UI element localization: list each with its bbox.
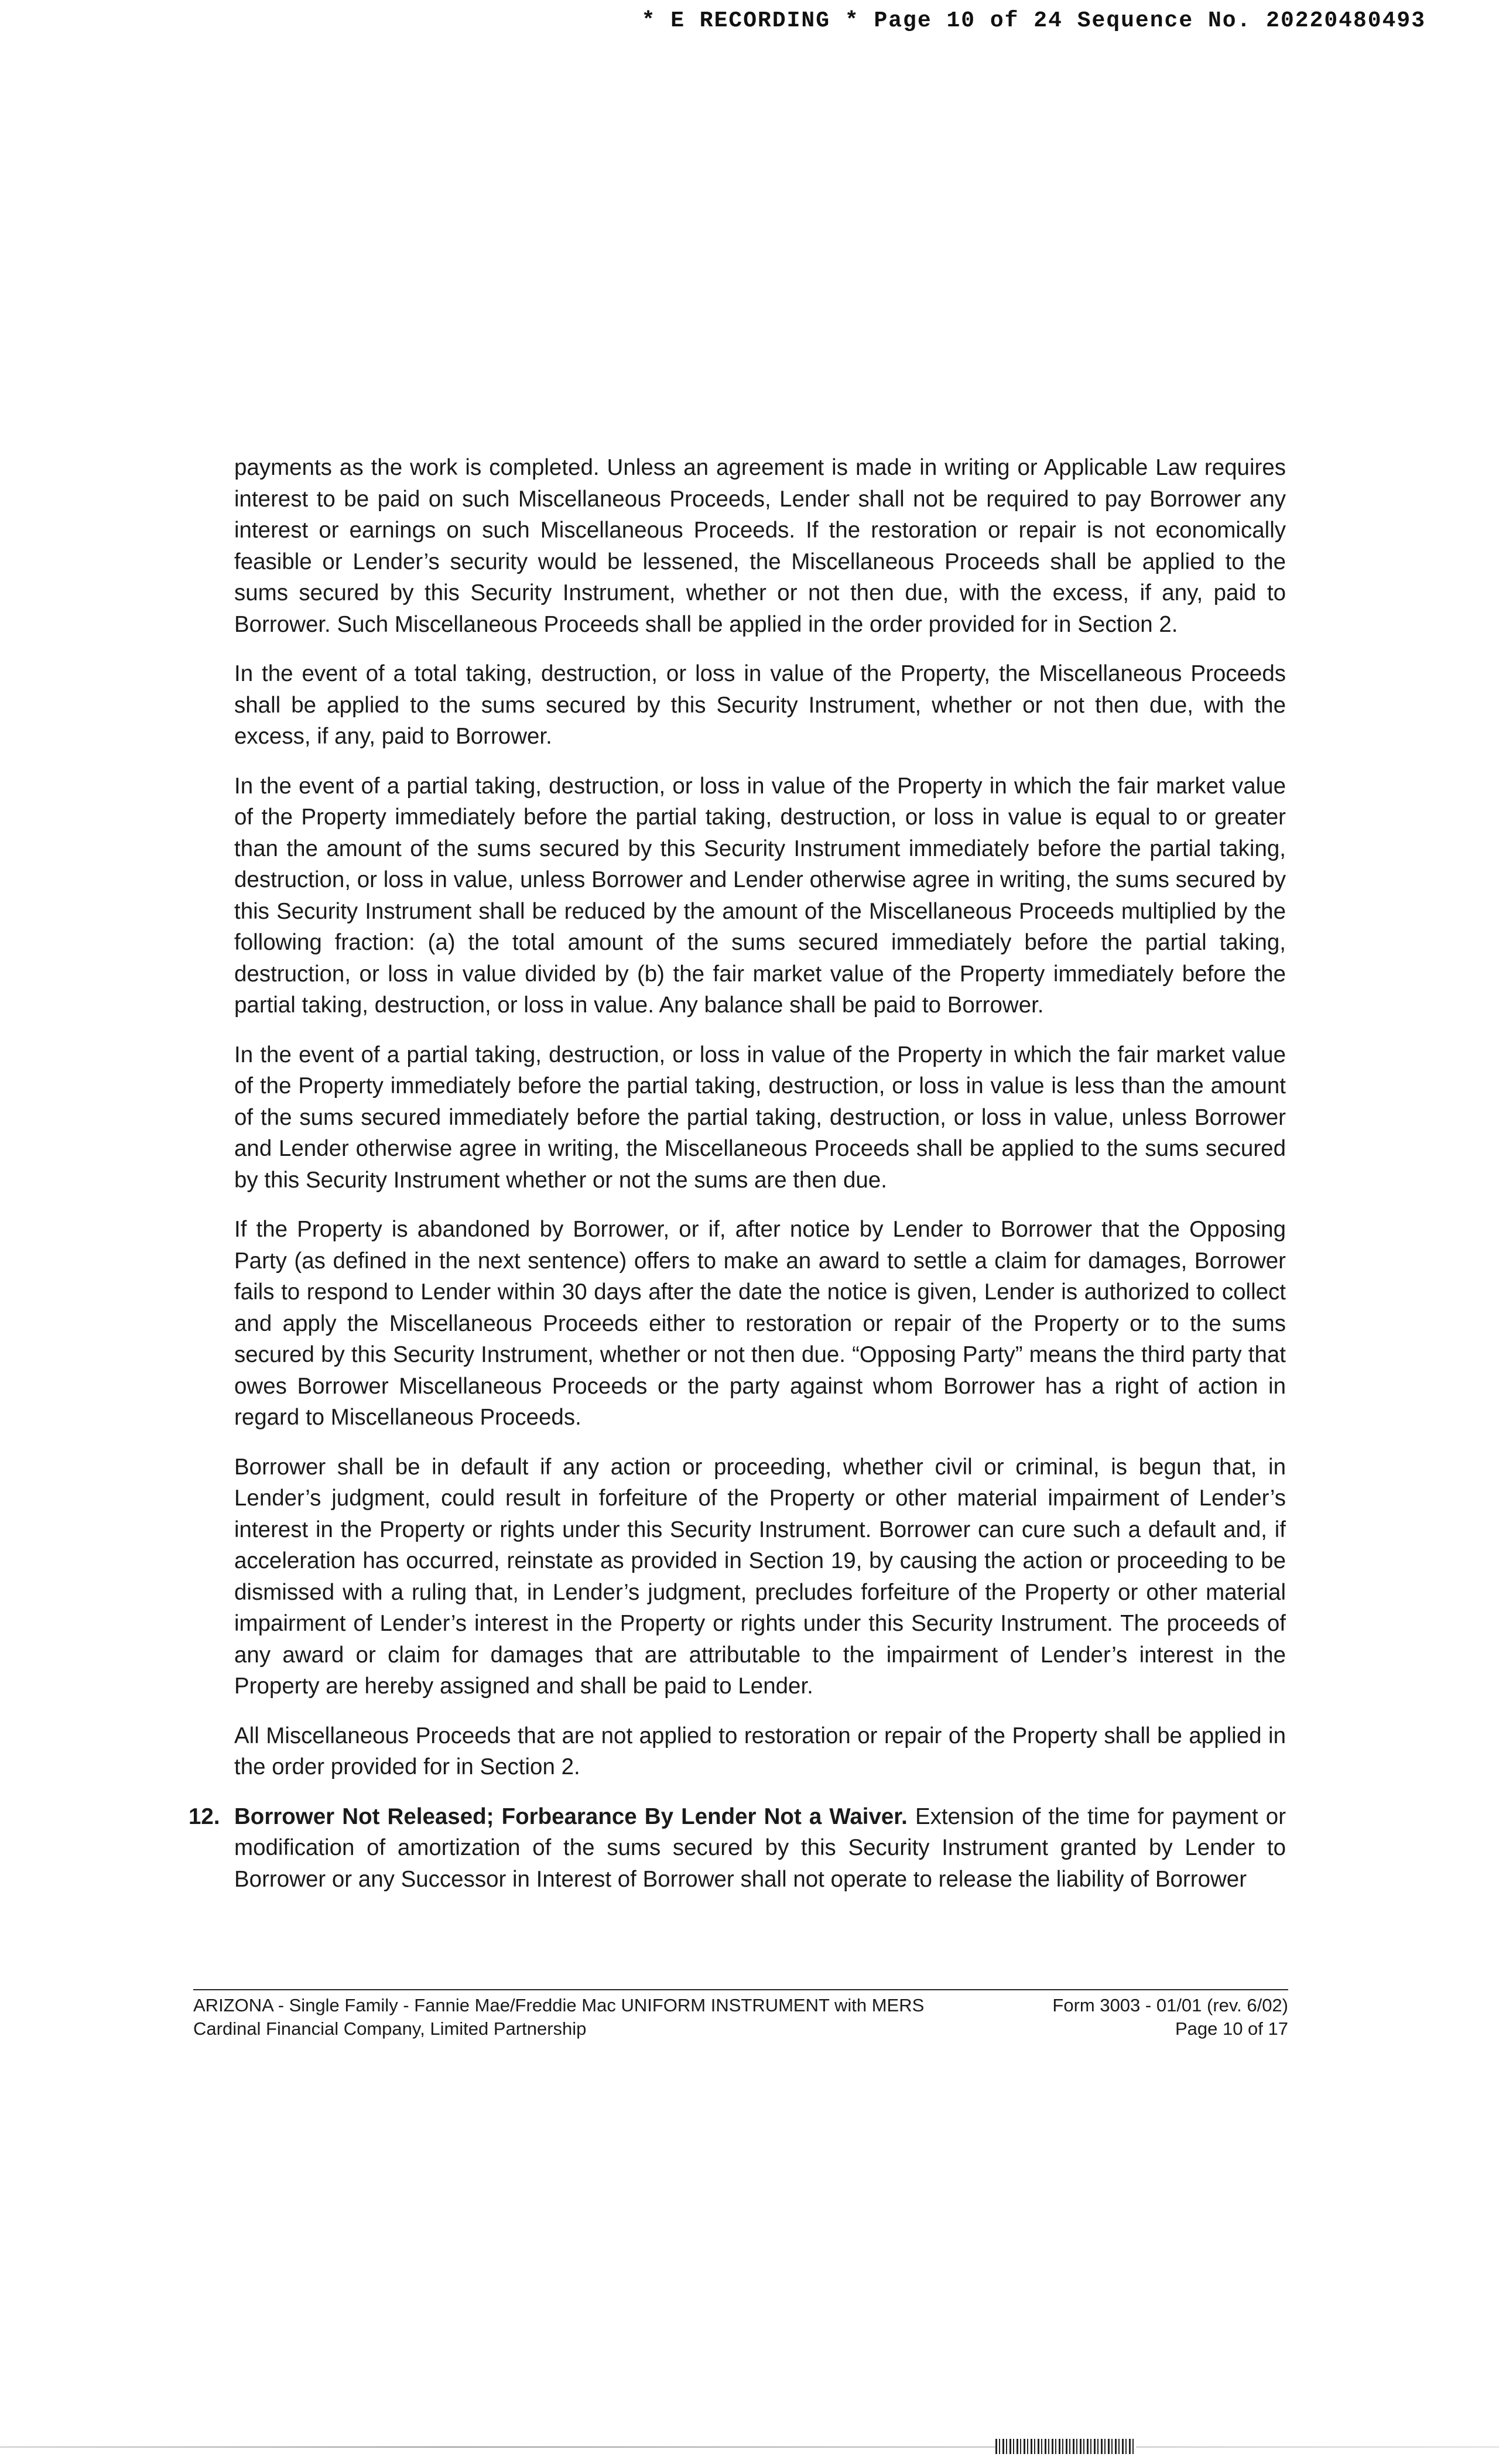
section-number: 12.	[189, 1803, 220, 1829]
section-paragraph	[234, 1801, 1286, 1895]
section-12	[189, 1801, 1286, 1895]
recording-stamp: * E RECORDING * Page 10 of 24 Sequence No. 20220480493	[641, 8, 1426, 33]
paragraph: Borrower shall be in default if any action or proceeding, whether civil or criminal, is begun that, in Lender’s judgment, could result in forfeiture of the Property or other material impairment of Lender’s interest in the Property or rights under this Security Instrument. Borrower can cure such a default and, if acceleration has occurred, reinstate as provided in Section 19, by causing the action or proceeding to be dismissed with a ruling that, in Lender’s judgment, precludes forfeiture of the Property or other material impairment of Lender’s interest in the Property or rights under this Security Instrument. The proceeds of any award or claim for damages that are attributable to the impairment of Lender’s interest in the Property are hereby assigned and shall be paid to Lender.	[234, 1454, 1286, 1699]
scan-artifact-line	[0, 2446, 1499, 2448]
lender-name: Cardinal Financial Company, Limited Partnership	[193, 2018, 587, 2039]
form-number: Form 3003 - 01/01 (rev. 6/02)	[1052, 1995, 1288, 2015]
paragraph: All Miscellaneous Proceeds that are not applied to restoration or repair of the Property shall be applied in the order provided for in Section 2.	[234, 1723, 1286, 1779]
section-title: Borrower Not Released; Forbearance By Lender Not a Waiver.	[234, 1803, 908, 1829]
form-description: ARIZONA - Single Family - Fannie Mae/Freddie Mac UNIFORM INSTRUMENT with MERS	[193, 1995, 925, 2015]
page-number: Page 10 of 17	[1175, 2018, 1288, 2039]
footer-row-1	[193, 1994, 1288, 2017]
page-footer	[193, 1989, 1288, 2041]
section-text: Extension of the time for payment or modification of amortization of the sums secured by this Security Instrument granted by Lender to Borrower or any Successor in Interest of Borrower shall not operate to release the liability of Borrower	[234, 1803, 1286, 1892]
document-body	[189, 452, 1286, 1895]
paragraph: payments as the work is completed. Unless an agreement is made in writing or Applicable Law requires interest to be paid on such Miscellaneous Proceeds, Lender shall not be required to pay Borrower any interest or earnings on such Miscellaneous Proceeds. If the restoration or repair is not economically feasible or Lender’s security would be lessened, the Miscellaneous Proceeds shall be applied to the sums secured by this Security Instrument, whether or not then due, with the excess, if any, paid to Borrower. Such Miscellaneous Proceeds shall be applied in the order provided for in Section 2.	[234, 455, 1286, 637]
paragraph: In the event of a total taking, destruction, or loss in value of the Property, the Miscellaneous Proceeds shall be applied to the sums secured by this Security Instrument, whether or not then due, with the excess, if any, paid to Borrower.	[234, 661, 1286, 749]
barcode-icon	[995, 2439, 1136, 2454]
paragraph: In the event of a partial taking, destruction, or loss in value of the Property in which the fair market value of the Property immediately before the partial taking, destruction, or loss in value is less than the amount of the sums secured immediately before the partial taking, destruction, or loss in value, unless Borrower and Lender otherwise agree in writing, the Miscellaneous Proceeds shall be applied to the sums secured by this Security Instrument whether or not the sums are then due.	[234, 1042, 1286, 1193]
paragraph: In the event of a partial taking, destruction, or loss in value of the Property in which the fair market value of the Property immediately before the partial taking, destruction, or loss in value is equal to or greater than the amount of the sums secured by this Security Instrument immediately before the partial taking, destruction, or loss in value, unless Borrower and Lender otherwise agree in writing, the sums secured by this Security Instrument shall be reduced by the amount of the Miscellaneous Proceeds multiplied by the following fraction: (a) the total amount of the sums secured immediately before the partial taking, destruction, or loss in value divided by (b) the fair market value of the Property immediately before the partial taking, destruction, or loss in value. Any balance shall be paid to Borrower.	[234, 773, 1286, 1018]
footer-row-2	[193, 2017, 1288, 2041]
paragraph: If the Property is abandoned by Borrower, or if, after notice by Lender to Borrower that the Opposing Party (as defined in the next sentence) offers to make an award to settle a claim for damages, Borrower fails to respond to Lender within 30 days after the date the notice is given, Lender is authorized to collect and apply the Miscellaneous Proceeds either to restoration or repair of the Property or to the sums secured by this Security Instrument, whether or not then due. “Opposing Party” means the third party that owes Borrower Miscellaneous Proceeds or the party against whom Borrower has a right of action in regard to Miscellaneous Proceeds.	[234, 1217, 1286, 1430]
